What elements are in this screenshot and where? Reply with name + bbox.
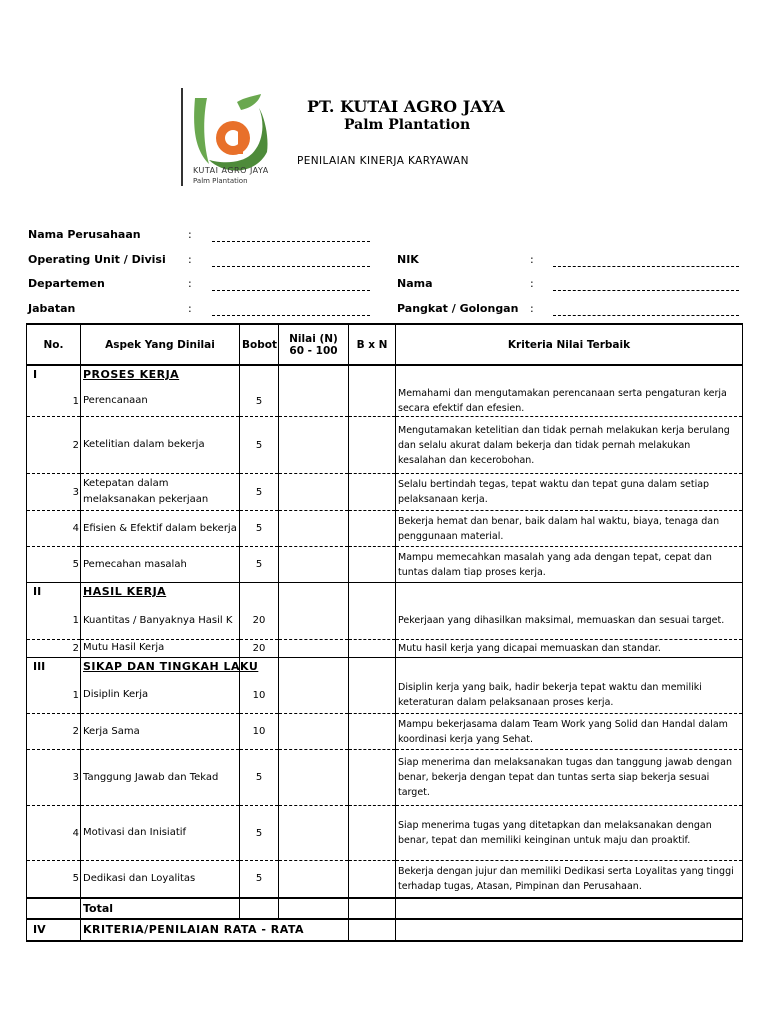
colon: :: [188, 277, 192, 290]
label-operating-unit: Operating Unit / Divisi: [28, 253, 166, 266]
row-bobot: 20: [240, 603, 279, 639]
header-nilai: [279, 324, 349, 365]
row-bobot: 5: [240, 806, 279, 861]
row-kriteria: Mutu hasil kerja yang dicapai memuaskan dan standar.: [396, 639, 743, 657]
row-aspek: Pemecahan masalah: [81, 547, 240, 583]
row-kriteria: Disiplin kerja yang baik, hadir bekerja tepat waktu dan memiliki keteraturan dalam pelaksanaan proses kerja.: [396, 678, 743, 714]
row-number: 4: [27, 511, 81, 547]
row-nilai-cell[interactable]: [279, 678, 349, 714]
header-kriteria: Kriteria Nilai Terbaik: [396, 324, 743, 365]
table-row: [27, 639, 743, 657]
colon: :: [530, 253, 534, 266]
row-nilai-cell[interactable]: [279, 639, 349, 657]
row-aspek: Ketepatan dalam melaksanakan pekerjaan: [81, 474, 240, 511]
label-nik: NIK: [397, 253, 419, 266]
table-row: [27, 386, 743, 417]
company-subtitle: Palm Plantation: [344, 117, 471, 133]
row-bxn-cell: [349, 547, 396, 583]
header-nilai-line1: Nilai (N): [289, 332, 338, 345]
table-row: [27, 474, 743, 511]
section-row: [27, 365, 743, 386]
row-bxn-cell: [349, 714, 396, 750]
colon: :: [188, 228, 192, 241]
row-kriteria: Siap menerima dan melaksanakan tugas dan tanggung jawab dengan benar, bekerja dengan tepat dan tuntas serta siap bekerja sesuai target.: [396, 750, 743, 806]
row-number: 1: [27, 678, 81, 714]
row-kriteria: Mampu bekerjasama dalam Team Work yang Solid dan Handal dalam koordinasi kerja yang Sehat.: [396, 714, 743, 750]
row-aspek: Mutu Hasil Kerja: [81, 639, 240, 657]
row-number: 5: [27, 861, 81, 898]
row-number: 2: [27, 417, 81, 474]
label-jabatan: Jabatan: [28, 302, 76, 315]
row-bobot: 5: [240, 417, 279, 474]
section-title: PROSES KERJA: [81, 365, 240, 386]
row-kriteria: Mampu memecahkan masalah yang ada dengan tepat, cepat dan tuntas dalam tiap proses kerja.: [396, 547, 743, 583]
row-bobot: 10: [240, 714, 279, 750]
row-aspek: Dedikasi dan Loyalitas: [81, 861, 240, 898]
table-row: [27, 678, 743, 714]
row-nilai-cell[interactable]: [279, 806, 349, 861]
row-aspek: Efisien & Efektif dalam bekerja: [81, 511, 240, 547]
logo-text: KUTAI AGRO JAYA: [193, 166, 269, 175]
row-kriteria: Siap menerima tugas yang ditetapkan dan melaksanakan dengan benar, tepat dan memiliki keinginan untuk maju dan proaktif.: [396, 806, 743, 861]
jabatan-field[interactable]: [212, 307, 370, 316]
row-nilai-cell[interactable]: [279, 386, 349, 417]
row-bxn-cell: [349, 603, 396, 639]
form-title: PENILAIAN KINERJA KARYAWAN: [297, 155, 469, 167]
row-aspek: Tanggung Jawab dan Tekad: [81, 750, 240, 806]
total-nilai-cell[interactable]: [279, 898, 349, 919]
colon: :: [188, 253, 192, 266]
row-aspek: Ketelitian dalam bekerja: [81, 417, 240, 474]
section-number: I: [27, 365, 81, 386]
row-number: 4: [27, 806, 81, 861]
total-row: [27, 898, 743, 919]
row-number: 2: [27, 714, 81, 750]
departemen-field[interactable]: [212, 282, 370, 291]
row-nilai-cell[interactable]: [279, 750, 349, 806]
pangkat-field[interactable]: [553, 307, 739, 316]
row-bxn-cell: [349, 386, 396, 417]
row-nilai-cell[interactable]: [279, 511, 349, 547]
average-row: [27, 919, 743, 941]
colon: :: [188, 302, 192, 315]
row-kriteria: Bekerja hemat dan benar, baik dalam hal waktu, biaya, tenaga dan penggunaan material.: [396, 511, 743, 547]
company-name: PT. KUTAI AGRO JAYA: [307, 97, 505, 116]
operating-unit-field[interactable]: [212, 258, 370, 267]
row-bxn-cell: [349, 750, 396, 806]
table-row: [27, 511, 743, 547]
row-number: 5: [27, 547, 81, 583]
header-bobot: Bobot: [240, 324, 279, 365]
row-nilai-cell[interactable]: [279, 417, 349, 474]
header-bxn: B x N: [349, 324, 396, 365]
row-aspek: Disiplin Kerja: [81, 678, 240, 714]
row-bobot: 5: [240, 474, 279, 511]
average-label: KRITERIA/PENILAIAN RATA - RATA: [81, 919, 279, 941]
row-kriteria: Pekerjaan yang dihasilkan maksimal, memuaskan dan sesuai target.: [396, 603, 743, 639]
row-number: 1: [27, 386, 81, 417]
section-row: [27, 583, 743, 604]
row-bxn-cell: [349, 639, 396, 657]
average-bxn-cell: [349, 919, 396, 941]
row-nilai-cell[interactable]: [279, 603, 349, 639]
row-aspek: Motivasi dan Inisiatif: [81, 806, 240, 861]
row-bxn-cell: [349, 417, 396, 474]
row-bobot: 5: [240, 861, 279, 898]
table-row: [27, 861, 743, 898]
header-no: No.: [27, 324, 81, 365]
row-kriteria: Mengutamakan ketelitian dan tidak pernah melakukan kerja berulang dan selalu akurat dalam bekerja dan tidak pernah melakukan kesalahan dan kecerobohan.: [396, 417, 743, 474]
nik-field[interactable]: [553, 258, 739, 267]
table-row: [27, 417, 743, 474]
label-nama: Nama: [397, 277, 433, 290]
row-number: 3: [27, 750, 81, 806]
row-aspek: Perencanaan: [81, 386, 240, 417]
row-kriteria: Bekerja dengan jujur dan memiliki Dedikasi serta Loyalitas yang tinggi terhadap tugas, Atasan, Pimpinan dan Perusahaan.: [396, 861, 743, 898]
section-title: SIKAP DAN TINGKAH LAKU: [81, 657, 240, 678]
row-number: 3: [27, 474, 81, 511]
label-nama-perusahaan: Nama Perusahaan: [28, 228, 141, 241]
row-bobot: 5: [240, 547, 279, 583]
row-bxn-cell: [349, 474, 396, 511]
row-kriteria: Selalu bertindah tegas, tepat waktu dan tepat guna dalam setiap pelaksanaan kerja.: [396, 474, 743, 511]
row-bobot: 5: [240, 386, 279, 417]
row-nilai-cell[interactable]: [279, 714, 349, 750]
nama-perusahaan-field[interactable]: [212, 233, 370, 242]
section-number: IV: [27, 919, 81, 941]
table-row: [27, 714, 743, 750]
row-bxn-cell: [349, 806, 396, 861]
row-bobot: 20: [240, 639, 279, 657]
row-bxn-cell: [349, 511, 396, 547]
row-bxn-cell: [349, 861, 396, 898]
table-row: [27, 806, 743, 861]
table-header: [27, 324, 743, 365]
total-label: Total: [81, 898, 240, 919]
total-bxn-cell: [349, 898, 396, 919]
table-row: [27, 603, 743, 639]
logo-subtext: Palm Plantation: [193, 177, 248, 185]
row-aspek: Kuantitas / Banyaknya Hasil K: [81, 603, 240, 639]
table-row: [27, 547, 743, 583]
row-kriteria: Memahami dan mengutamakan perencanaan serta pengaturan kerja secara efektif dan efesien.: [396, 386, 743, 417]
row-nilai-cell[interactable]: [279, 547, 349, 583]
nama-field[interactable]: [553, 282, 739, 291]
row-bobot: 5: [240, 750, 279, 806]
table-row: [27, 750, 743, 806]
label-pangkat: Pangkat / Golongan: [397, 302, 519, 315]
colon: :: [530, 302, 534, 315]
row-aspek: Kerja Sama: [81, 714, 240, 750]
row-number: 2: [27, 639, 81, 657]
section-row: [27, 657, 743, 678]
section-number: III: [27, 657, 81, 678]
evaluation-table: [26, 323, 743, 942]
row-bobot: 5: [240, 511, 279, 547]
section-number: II: [27, 583, 81, 604]
row-bxn-cell: [349, 678, 396, 714]
header-aspek: Aspek Yang Dinilai: [81, 324, 240, 365]
row-bobot: 10: [240, 678, 279, 714]
header-nilai-line2: 60 - 100: [289, 344, 338, 357]
label-departemen: Departemen: [28, 277, 105, 290]
row-nilai-cell[interactable]: [279, 474, 349, 511]
row-nilai-cell[interactable]: [279, 861, 349, 898]
row-number: 1: [27, 603, 81, 639]
colon: :: [530, 277, 534, 290]
section-title: HASIL KERJA: [81, 583, 240, 604]
